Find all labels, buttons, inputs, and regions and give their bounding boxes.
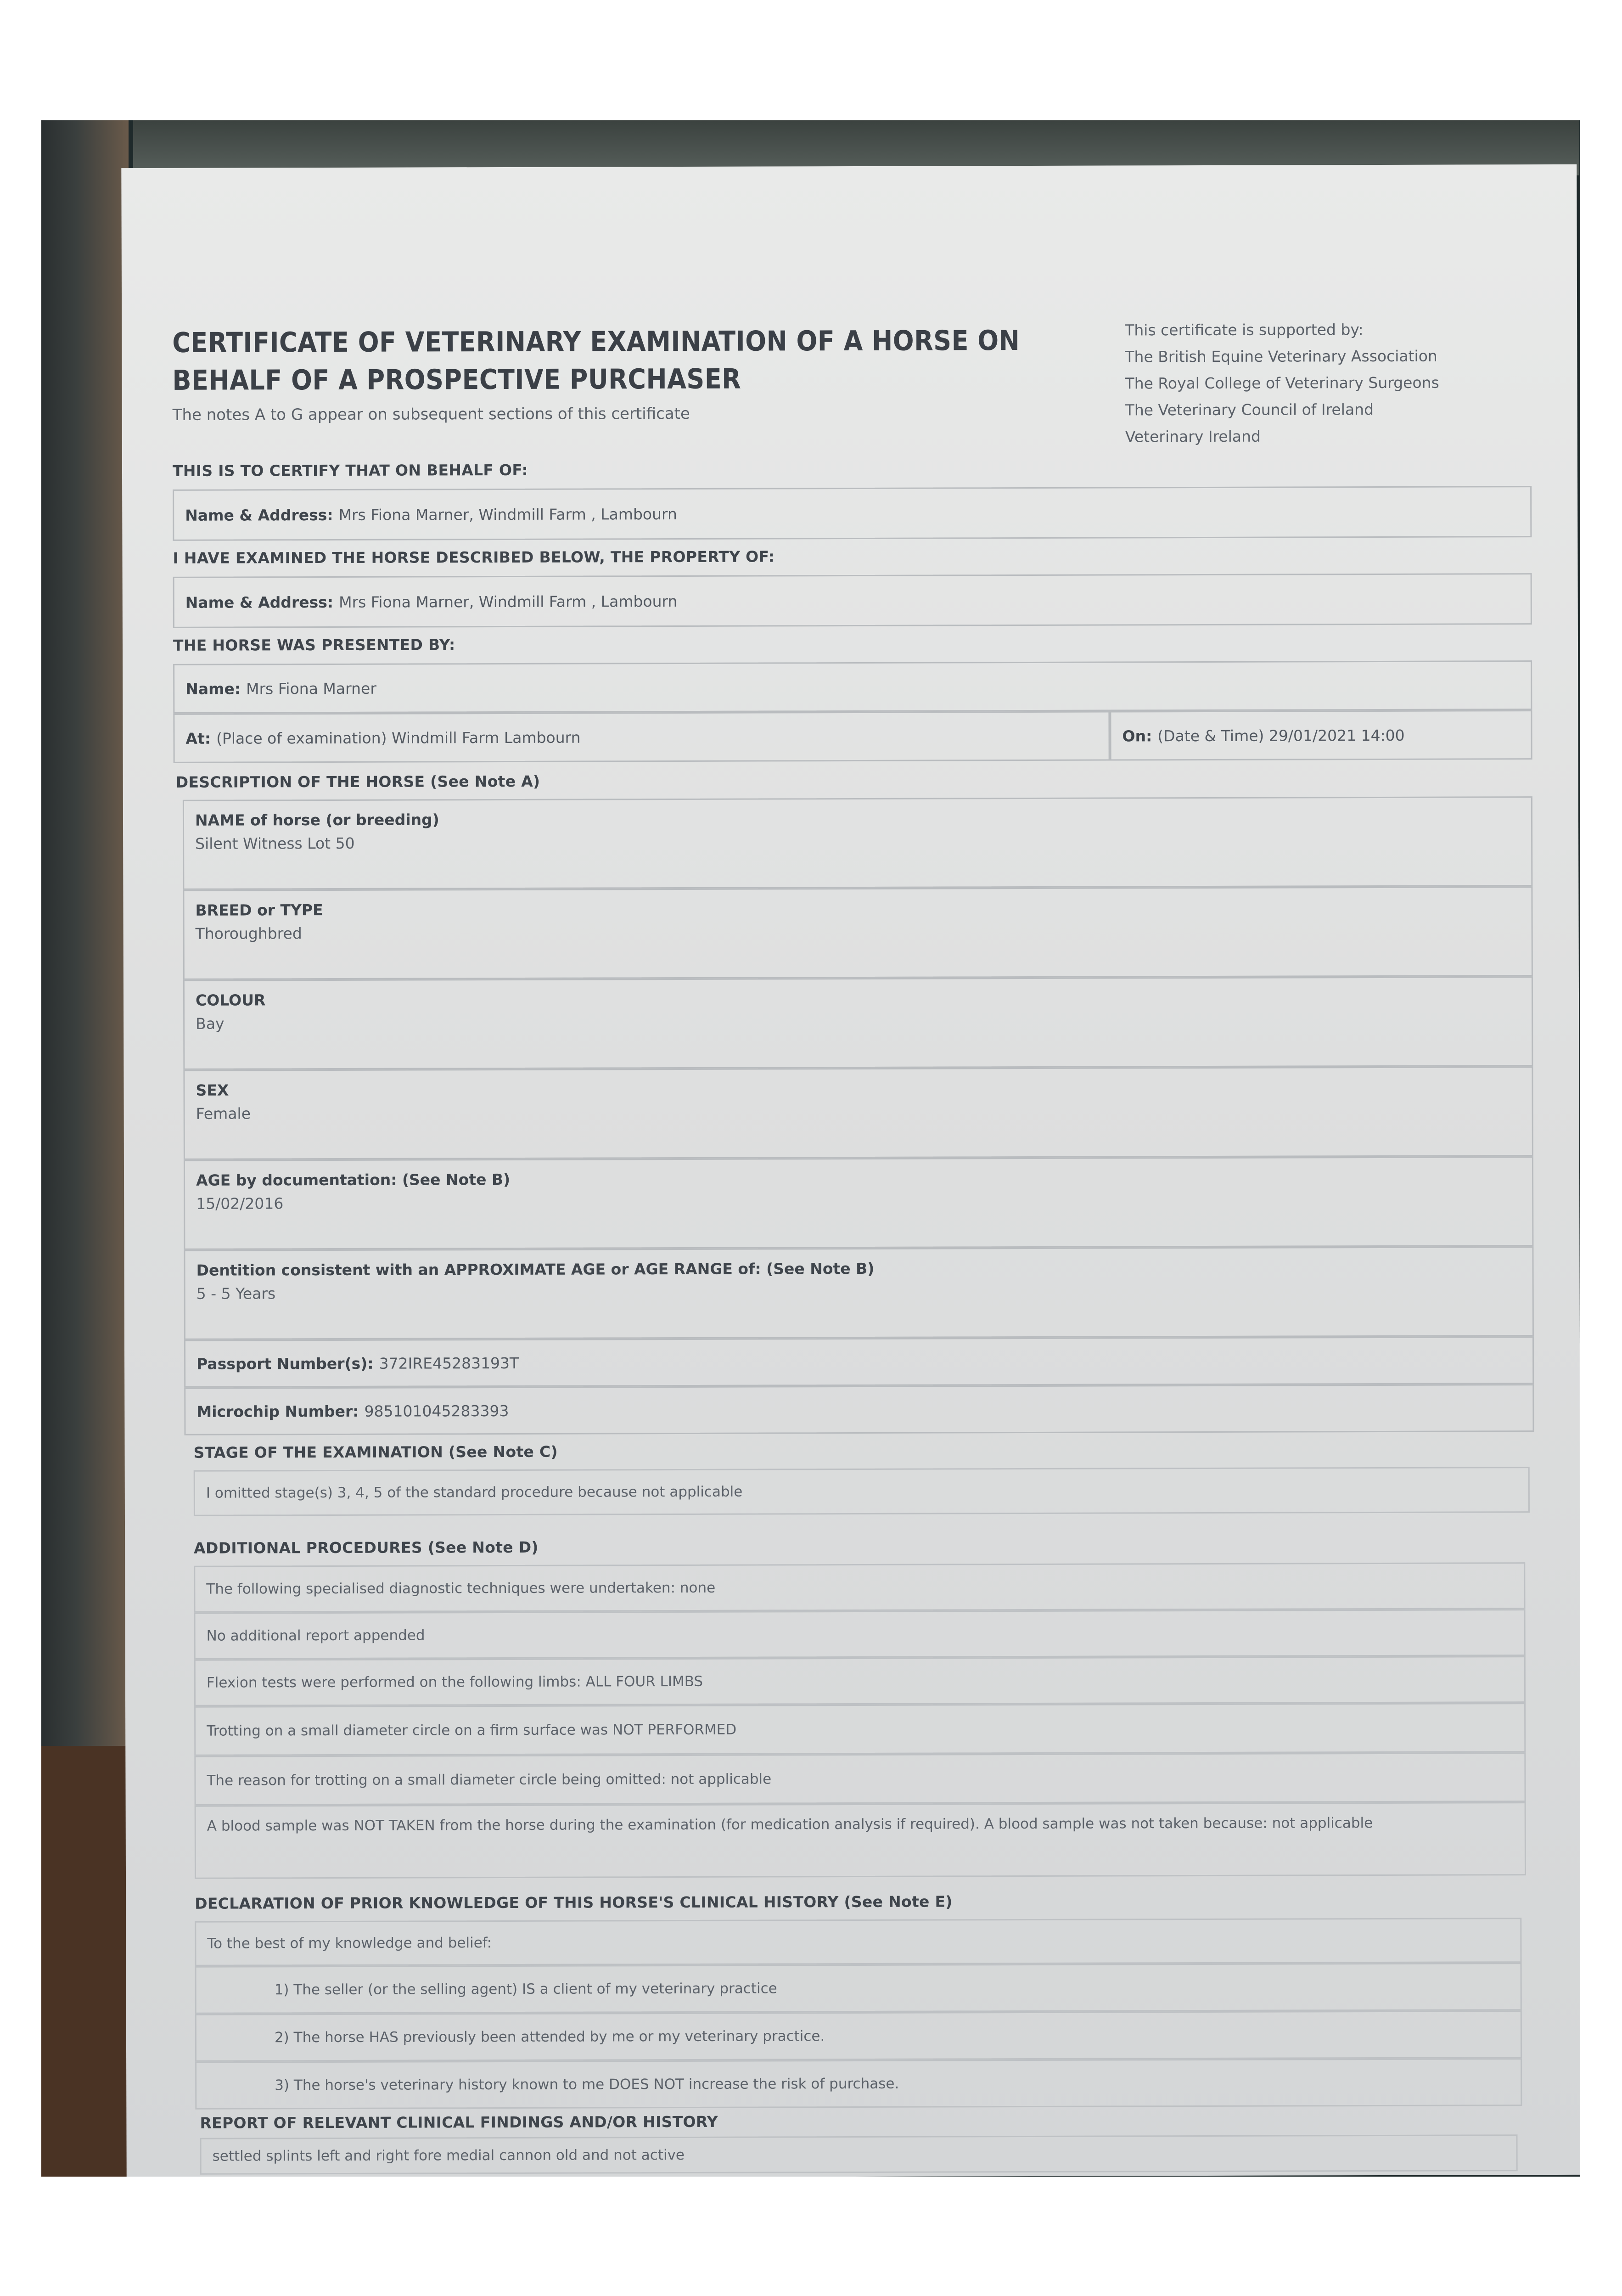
on-behalf-heading: THIS IS TO CERTIFY THAT ON BEHALF OF: bbox=[172, 461, 528, 480]
field-label: COLOUR bbox=[195, 991, 266, 1009]
presented-date-field bbox=[1110, 710, 1532, 760]
declaration-item: 1) The seller (or the selling agent) IS a client of my veterinary practice bbox=[195, 1963, 1522, 2014]
supporter-item: Veterinary Ireland bbox=[1125, 427, 1261, 446]
description-field bbox=[184, 1246, 1534, 1340]
certificate-subtitle: The notes A to G appear on subsequent sections of this certificate bbox=[172, 404, 690, 424]
description-field bbox=[183, 886, 1533, 980]
procedure-row: The following specialised diagnostic techniques were undertaken: none bbox=[194, 1562, 1525, 1613]
presented-place-field bbox=[173, 711, 1110, 763]
field-label: On: bbox=[1122, 726, 1152, 745]
certificate-page bbox=[121, 164, 1580, 2177]
presented-name-field bbox=[173, 660, 1532, 714]
passport-field bbox=[184, 1336, 1534, 1388]
stage-heading: STAGE OF THE EXAMINATION (See Note C) bbox=[193, 1442, 558, 1462]
field-value: Mrs Fiona Marner, Windmill Farm , Lambourn bbox=[339, 592, 678, 611]
field-label: Name: bbox=[185, 679, 241, 698]
microchip-field bbox=[184, 1384, 1534, 1435]
supporter-item: The British Equine Veterinary Association bbox=[1125, 347, 1437, 366]
description-field bbox=[184, 1156, 1534, 1250]
property-field bbox=[173, 573, 1532, 628]
description-field bbox=[183, 1066, 1533, 1160]
additional-heading: ADDITIONAL PROCEDURES (See Note D) bbox=[194, 1538, 539, 1557]
field-value: Mrs Fiona Marner, Windmill Farm , Lambourn bbox=[338, 505, 677, 524]
field-value: Silent Witness Lot 50 bbox=[195, 834, 355, 853]
field-value: Thoroughbred bbox=[195, 924, 302, 943]
field-label: SEX bbox=[196, 1081, 229, 1099]
supporter-item: The Royal College of Veterinary Surgeons bbox=[1125, 373, 1439, 393]
property-heading: I HAVE EXAMINED THE HORSE DESCRIBED BELOW, THE PROPERTY OF: bbox=[173, 547, 775, 567]
certificate-title: CERTIFICATE OF VETERINARY EXAMINATION OF A HORSE ON BEHALF OF A PROSPECTIVE PURCHASER bbox=[172, 325, 1020, 397]
photo-background bbox=[41, 120, 1580, 2177]
description-heading: DESCRIPTION OF THE HORSE (See Note A) bbox=[175, 772, 540, 791]
report-field: settled splints left and right fore medial cannon old and not active bbox=[200, 2134, 1518, 2175]
report-heading: REPORT OF RELEVANT CLINICAL FINDINGS AND/OR HISTORY bbox=[200, 2112, 718, 2132]
declaration-intro: To the best of my knowledge and belief: bbox=[195, 1918, 1521, 1966]
declaration-item: 2) The horse HAS previously been attended by me or my veterinary practice. bbox=[195, 2010, 1522, 2062]
field-value: (Place of examination) Windmill Farm Lambourn bbox=[216, 728, 581, 748]
field-label: Dentition consistent with an APPROXIMATE AGE or AGE RANGE of: (See Note B) bbox=[196, 1259, 875, 1279]
field-value: 5 - 5 Years bbox=[196, 1284, 276, 1303]
declaration-item: 3) The horse's veterinary history known to me DOES NOT increase the risk of purchase. bbox=[195, 2058, 1522, 2110]
field-label: NAME of horse (or breeding) bbox=[195, 810, 439, 829]
field-value: 372IRE45283193T bbox=[379, 1354, 519, 1373]
description-field bbox=[183, 796, 1533, 890]
field-label: BREED or TYPE bbox=[195, 901, 323, 919]
supporters-intro: This certificate is supported by: bbox=[1125, 321, 1364, 339]
on-behalf-field bbox=[173, 486, 1532, 541]
stage-field: I omitted stage(s) 3, 4, 5 of the standard procedure because not applicable bbox=[194, 1467, 1530, 1516]
field-value: Mrs Fiona Marner bbox=[246, 679, 376, 698]
field-value: (Date & Time) 29/01/2021 14:00 bbox=[1157, 726, 1405, 745]
description-field bbox=[183, 976, 1533, 1070]
procedure-row: The reason for trotting on a small diameter circle being omitted: not applicable bbox=[194, 1752, 1526, 1806]
supporters-list bbox=[1125, 316, 1483, 450]
presented-heading: THE HORSE WAS PRESENTED BY: bbox=[173, 636, 455, 654]
procedure-row: Trotting on a small diameter circle on a firm surface was NOT PERFORMED bbox=[194, 1703, 1526, 1756]
field-value: Bay bbox=[196, 1014, 224, 1033]
field-value: 985101045283393 bbox=[364, 1401, 509, 1420]
procedure-row: Flexion tests were performed on the following limbs: ALL FOUR LIMBS bbox=[194, 1656, 1526, 1706]
field-label: AGE by documentation: (See Note B) bbox=[196, 1170, 511, 1189]
procedure-row: A blood sample was NOT TAKEN from the horse during the examination (for medication analysis if required). A blood sample was not taken because: not applicable bbox=[195, 1802, 1526, 1879]
field-value: 15/02/2016 bbox=[196, 1194, 284, 1213]
certificate-header bbox=[172, 321, 1128, 424]
field-label: Name & Address: bbox=[185, 506, 333, 524]
field-value: Female bbox=[196, 1104, 251, 1123]
field-label: Microchip Number: bbox=[196, 1402, 359, 1421]
procedure-row: No additional report appended bbox=[194, 1609, 1526, 1660]
supporter-item: The Veterinary Council of Ireland bbox=[1125, 400, 1374, 419]
field-label: At: bbox=[185, 729, 211, 748]
field-label: Name & Address: bbox=[185, 593, 334, 612]
declaration-heading: DECLARATION OF PRIOR KNOWLEDGE OF THIS HORSE'S CLINICAL HISTORY (See Note E) bbox=[195, 1892, 953, 1913]
field-label: Passport Number(s): bbox=[196, 1354, 374, 1373]
